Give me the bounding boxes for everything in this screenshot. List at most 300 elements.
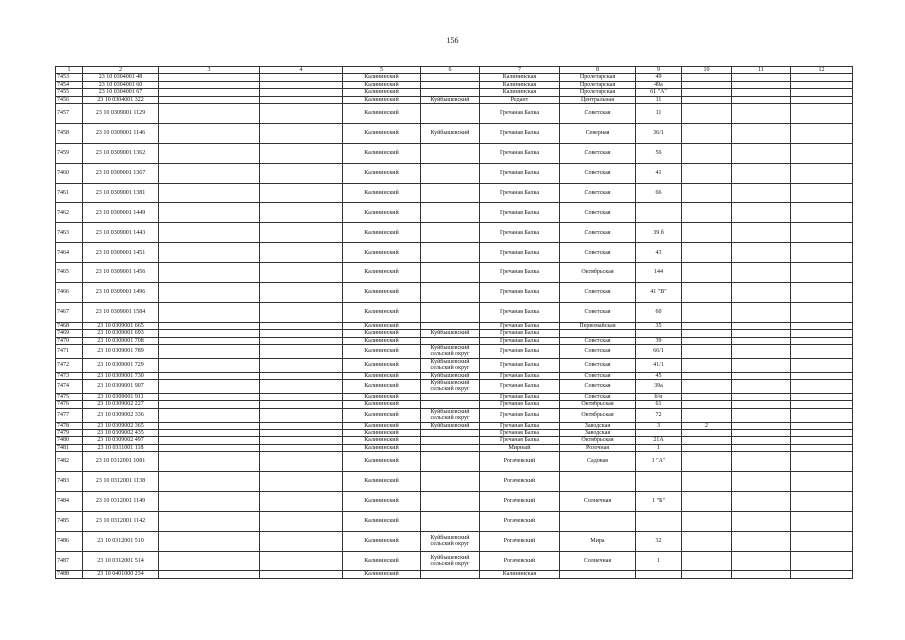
table-cell: 45 (636, 372, 682, 379)
table-cell: 23 10 0309001 693 (83, 330, 159, 337)
table-cell (682, 322, 732, 329)
table-cell: Калининский (343, 302, 421, 322)
table-cell: 23 10 0309001 1146 (83, 123, 159, 143)
table-row (56, 263, 853, 283)
table-cell: Рогачевский (480, 511, 560, 531)
table-cell (791, 437, 853, 444)
table-cell: 7472 (56, 358, 83, 372)
table-cell (260, 452, 343, 472)
table-cell: Рогачевский (480, 491, 560, 511)
table-cell (732, 203, 791, 223)
table-cell: Калининский (343, 422, 421, 429)
table-cell (791, 81, 853, 88)
table-cell: Калининский (343, 337, 421, 344)
table-cell (260, 511, 343, 531)
table-cell (732, 81, 791, 88)
table-cell: 60 (636, 302, 682, 322)
registry-table (55, 66, 853, 579)
table-cell: 23 10 0309001 708 (83, 337, 159, 344)
table-cell (682, 401, 732, 408)
table-cell (791, 96, 853, 103)
table-cell (560, 330, 636, 337)
table-cell (791, 283, 853, 303)
table-cell: 1 "А" (636, 452, 682, 472)
table-cell (159, 74, 260, 81)
table-cell: Солнечная (560, 551, 636, 571)
table-cell: 23 10 0309001 1381 (83, 183, 159, 203)
table-cell (791, 104, 853, 124)
table-cell (159, 283, 260, 303)
table-cell: 7459 (56, 143, 83, 163)
table-row (56, 531, 853, 551)
table-cell (159, 437, 260, 444)
table-cell: 23 10 0312001 1081 (83, 452, 159, 472)
table-cell (260, 322, 343, 329)
table-cell: 35 (636, 322, 682, 329)
table-cell: Калининский (343, 243, 421, 263)
table-cell (682, 123, 732, 143)
table-cell (682, 380, 732, 394)
table-cell (791, 345, 853, 359)
table-cell (682, 96, 732, 103)
table-cell (682, 143, 732, 163)
table-cell: 7476 (56, 401, 83, 408)
table-cell: Калининская (480, 81, 560, 88)
table-cell (421, 81, 480, 88)
table-cell: Гречаная Балка (480, 183, 560, 203)
table-cell (682, 283, 732, 303)
table-cell (791, 444, 853, 451)
table-cell (421, 401, 480, 408)
table-cell: Советская (560, 372, 636, 379)
table-cell (791, 401, 853, 408)
column-header: 12 (791, 67, 853, 74)
table-cell (732, 223, 791, 243)
table-cell: Октябрьская (560, 437, 636, 444)
table-cell (260, 444, 343, 451)
table-cell: Гречаная Балка (480, 322, 560, 329)
table-cell: 36/1 (636, 123, 682, 143)
table-cell (159, 491, 260, 511)
table-cell: Рогачевский (480, 472, 560, 492)
table-cell (791, 408, 853, 422)
table-cell (421, 283, 480, 303)
table-cell (732, 472, 791, 492)
table-cell (732, 358, 791, 372)
table-cell (260, 472, 343, 492)
table-cell: 23 10 0309002 435 (83, 429, 159, 436)
table-cell (159, 511, 260, 531)
table-cell (682, 511, 732, 531)
table-cell (421, 452, 480, 472)
table-cell (260, 345, 343, 359)
table-cell: 23 10 0312001 1138 (83, 472, 159, 492)
table-cell: 7485 (56, 511, 83, 531)
table-cell (421, 143, 480, 163)
table-cell: 144 (636, 263, 682, 283)
table-cell: 23 10 0309001 1451 (83, 243, 159, 263)
table-cell (636, 429, 682, 436)
table-cell (682, 302, 732, 322)
table-row (56, 372, 853, 379)
table-cell (732, 163, 791, 183)
table-cell: Гречаная Балка (480, 437, 560, 444)
table-cell (159, 372, 260, 379)
table-cell (732, 183, 791, 203)
table-cell: Первомайская (560, 322, 636, 329)
table-cell (791, 74, 853, 81)
table-cell: Пролетарская (560, 81, 636, 88)
table-row (56, 444, 853, 451)
table-cell (421, 223, 480, 243)
table-cell: 23 10 0309001 1456 (83, 263, 159, 283)
column-header: 11 (732, 67, 791, 74)
table-cell: 23 10 0304001 48 (83, 74, 159, 81)
table-cell: 7465 (56, 263, 83, 283)
table-cell (791, 380, 853, 394)
table-cell (791, 531, 853, 551)
table-cell: 7458 (56, 123, 83, 143)
table-cell: 7469 (56, 330, 83, 337)
table-cell: 23 10 0309001 1362 (83, 143, 159, 163)
table-cell: 56 (636, 143, 682, 163)
table-cell (560, 511, 636, 531)
table-cell (159, 330, 260, 337)
table-cell: Калининский (343, 123, 421, 143)
table-cell: Садовая (560, 452, 636, 472)
table-cell: 23 10 0309001 665 (83, 322, 159, 329)
table-cell: Калининский (343, 393, 421, 400)
table-cell (159, 551, 260, 571)
table-cell: Советская (560, 337, 636, 344)
table-cell (682, 89, 732, 96)
table-cell: 7487 (56, 551, 83, 571)
table-cell (682, 408, 732, 422)
table-cell: Калининская (480, 571, 560, 578)
table-cell: Калининский (343, 380, 421, 394)
table-cell (732, 283, 791, 303)
table-cell: 23 10 0312001 1149 (83, 491, 159, 511)
table-cell: 7482 (56, 452, 83, 472)
table-row (56, 511, 853, 531)
table-row (56, 89, 853, 96)
table-cell: 7453 (56, 74, 83, 81)
table-cell (260, 74, 343, 81)
table-cell (421, 337, 480, 344)
table-cell: Заводская (560, 422, 636, 429)
column-header: 3 (159, 67, 260, 74)
table-cell: Куйбышевский сельский округ (421, 345, 480, 359)
table-cell: 23 10 0309002 365 (83, 422, 159, 429)
table-cell: Гречаная Балка (480, 302, 560, 322)
table-cell (682, 223, 732, 243)
table-cell (159, 203, 260, 223)
table-cell (260, 380, 343, 394)
table-cell: Куйбышевский (421, 422, 480, 429)
table-cell (791, 123, 853, 143)
table-cell (421, 393, 480, 400)
table-cell (791, 472, 853, 492)
table-cell (260, 422, 343, 429)
table-cell (260, 551, 343, 571)
table-cell (682, 551, 732, 571)
table-cell: 7471 (56, 345, 83, 359)
table-cell (421, 444, 480, 451)
table-cell (159, 571, 260, 578)
table-cell: Куйбышевский (421, 96, 480, 103)
table-cell: 23 10 0309002 336 (83, 408, 159, 422)
table-cell (260, 437, 343, 444)
table-cell (791, 393, 853, 400)
table-cell: Рогачевский (480, 551, 560, 571)
table-cell: Калининский (343, 143, 421, 163)
table-cell (682, 531, 732, 551)
table-cell (791, 330, 853, 337)
table-cell (159, 422, 260, 429)
table-cell (159, 358, 260, 372)
table-cell: Калининский (343, 437, 421, 444)
table-cell (260, 393, 343, 400)
table-cell: 23 10 0304001 322 (83, 96, 159, 103)
table-cell: Калининский (343, 330, 421, 337)
table-cell (421, 437, 480, 444)
table-cell: Октябрьская (560, 401, 636, 408)
table-row (56, 96, 853, 103)
table-cell: Калининский (343, 81, 421, 88)
table-cell (682, 345, 732, 359)
table-cell: Советская (560, 243, 636, 263)
table-cell: Калининская (480, 74, 560, 81)
table-cell: Калининская (480, 89, 560, 96)
table-row (56, 243, 853, 263)
table-cell: Редант (480, 96, 560, 103)
table-row (56, 123, 853, 143)
table-cell (732, 322, 791, 329)
table-cell: Гречаная Балка (480, 337, 560, 344)
table-cell: Калининский (343, 452, 421, 472)
table-cell (636, 472, 682, 492)
table-cell (421, 183, 480, 203)
table-cell (732, 444, 791, 451)
table-cell: Октябрьская (560, 408, 636, 422)
table-row (56, 322, 853, 329)
table-cell: Калининский (343, 372, 421, 379)
table-cell (260, 302, 343, 322)
table-cell (159, 531, 260, 551)
table-cell (682, 74, 732, 81)
table-cell: Розочная (560, 444, 636, 451)
table-cell (260, 401, 343, 408)
table-cell (791, 511, 853, 531)
table-cell: 23 10 0309001 1584 (83, 302, 159, 322)
table-cell (159, 104, 260, 124)
column-header: 10 (682, 67, 732, 74)
table-cell: Гречаная Балка (480, 143, 560, 163)
table-cell: Советская (560, 302, 636, 322)
table-cell (791, 551, 853, 571)
table-cell (260, 263, 343, 283)
table-cell: 21А (636, 437, 682, 444)
table-cell: Гречаная Балка (480, 104, 560, 124)
table-cell (682, 183, 732, 203)
table-cell (732, 74, 791, 81)
table-cell (159, 81, 260, 88)
table-cell: Гречаная Балка (480, 243, 560, 263)
table-cell (682, 330, 732, 337)
table-cell (421, 263, 480, 283)
table-row (56, 422, 853, 429)
table-cell: Калининский (343, 472, 421, 492)
table-cell: Калининский (343, 531, 421, 551)
table-cell: 39а (636, 380, 682, 394)
column-header: 8 (560, 67, 636, 74)
table-cell: 7470 (56, 337, 83, 344)
table-cell (421, 163, 480, 183)
table-cell (791, 163, 853, 183)
table-cell: 7462 (56, 203, 83, 223)
table-cell (421, 429, 480, 436)
table-cell: Советская (560, 283, 636, 303)
table-cell: 23 10 0309002 227 (83, 401, 159, 408)
table-cell (560, 472, 636, 492)
table-cell (159, 337, 260, 344)
table-cell (791, 372, 853, 379)
table-cell: 7474 (56, 380, 83, 394)
table-cell (260, 243, 343, 263)
table-cell (732, 437, 791, 444)
table-cell: 23 10 0309001 789 (83, 345, 159, 359)
table-row (56, 401, 853, 408)
table-cell: Куйбышевский (421, 372, 480, 379)
table-cell: Гречаная Балка (480, 203, 560, 223)
table-cell (682, 472, 732, 492)
table-row (56, 283, 853, 303)
table-cell (159, 302, 260, 322)
column-header: 6 (421, 67, 480, 74)
table-cell (682, 571, 732, 578)
table-cell (260, 531, 343, 551)
table-cell: Советская (560, 358, 636, 372)
table-cell (159, 322, 260, 329)
table-cell: 49а (636, 81, 682, 88)
table-cell: 39 (636, 337, 682, 344)
table-cell (260, 358, 343, 372)
table-cell (732, 96, 791, 103)
table-cell: 7477 (56, 408, 83, 422)
table-cell (260, 96, 343, 103)
table-cell: 1 (636, 444, 682, 451)
table-cell (791, 243, 853, 263)
table-cell: 7480 (56, 437, 83, 444)
table-cell: 23 10 0309001 1496 (83, 283, 159, 303)
table-row (56, 345, 853, 359)
table-cell: Гречаная Балка (480, 372, 560, 379)
table-cell: 23 10 0401000 234 (83, 571, 159, 578)
table-cell: Гречаная Балка (480, 163, 560, 183)
table-cell: Калининский (343, 491, 421, 511)
table-cell: Гречаная Балка (480, 380, 560, 394)
table-cell (791, 422, 853, 429)
table-cell: Куйбышевский (421, 123, 480, 143)
table-cell (260, 283, 343, 303)
table-cell (791, 89, 853, 96)
table-cell (421, 243, 480, 263)
table-cell (682, 263, 732, 283)
table-cell: 61 "А" (636, 89, 682, 96)
table-cell: 7488 (56, 571, 83, 578)
table-cell (732, 302, 791, 322)
table-cell: 23 10 0309001 907 (83, 380, 159, 394)
table-cell: Гречаная Балка (480, 345, 560, 359)
column-header: 4 (260, 67, 343, 74)
table-cell: 23 10 0309001 1443 (83, 223, 159, 243)
table-cell: 72 (636, 408, 682, 422)
table-cell (636, 571, 682, 578)
table-cell: Калининский (343, 89, 421, 96)
table-cell: 23 10 0309001 911 (83, 393, 159, 400)
table-cell (260, 89, 343, 96)
table-cell (682, 81, 732, 88)
table-cell (159, 223, 260, 243)
table-cell (732, 143, 791, 163)
table-cell: 7479 (56, 429, 83, 436)
table-cell: Калининский (343, 74, 421, 81)
table-cell (421, 203, 480, 223)
table-cell (791, 143, 853, 163)
table-cell: Советская (560, 223, 636, 243)
table-cell: 7463 (56, 223, 83, 243)
table-cell: 3 (636, 422, 682, 429)
table-cell: Гречаная Балка (480, 422, 560, 429)
table-cell (159, 243, 260, 263)
table-cell: 7467 (56, 302, 83, 322)
table-cell: 7484 (56, 491, 83, 511)
table-cell (260, 337, 343, 344)
table-cell: Гречаная Балка (480, 393, 560, 400)
table-cell (421, 74, 480, 81)
table-cell (732, 401, 791, 408)
table-cell: 7461 (56, 183, 83, 203)
table-cell (791, 491, 853, 511)
table-cell: Калининский (343, 283, 421, 303)
table-cell (260, 330, 343, 337)
table-cell (159, 143, 260, 163)
table-cell: Советская (560, 183, 636, 203)
page-number: 156 (446, 36, 459, 45)
table-row (56, 337, 853, 344)
table-cell: Советская (560, 163, 636, 183)
table-cell (421, 104, 480, 124)
table-cell: Рогачевский (480, 531, 560, 551)
table-cell: Калининский (343, 263, 421, 283)
table-cell (732, 89, 791, 96)
table-cell (159, 452, 260, 472)
table-cell (732, 243, 791, 263)
table-cell: Советская (560, 203, 636, 223)
table-cell: 7456 (56, 96, 83, 103)
table-cell (421, 472, 480, 492)
table-cell (159, 163, 260, 183)
table-cell (732, 337, 791, 344)
table-cell: Солнечная (560, 491, 636, 511)
table-cell (791, 302, 853, 322)
column-header: 5 (343, 67, 421, 74)
table-cell: 7457 (56, 104, 83, 124)
table-cell (159, 393, 260, 400)
table-cell (159, 380, 260, 394)
table-cell: Гречаная Балка (480, 123, 560, 143)
table-cell: 2 (682, 422, 732, 429)
